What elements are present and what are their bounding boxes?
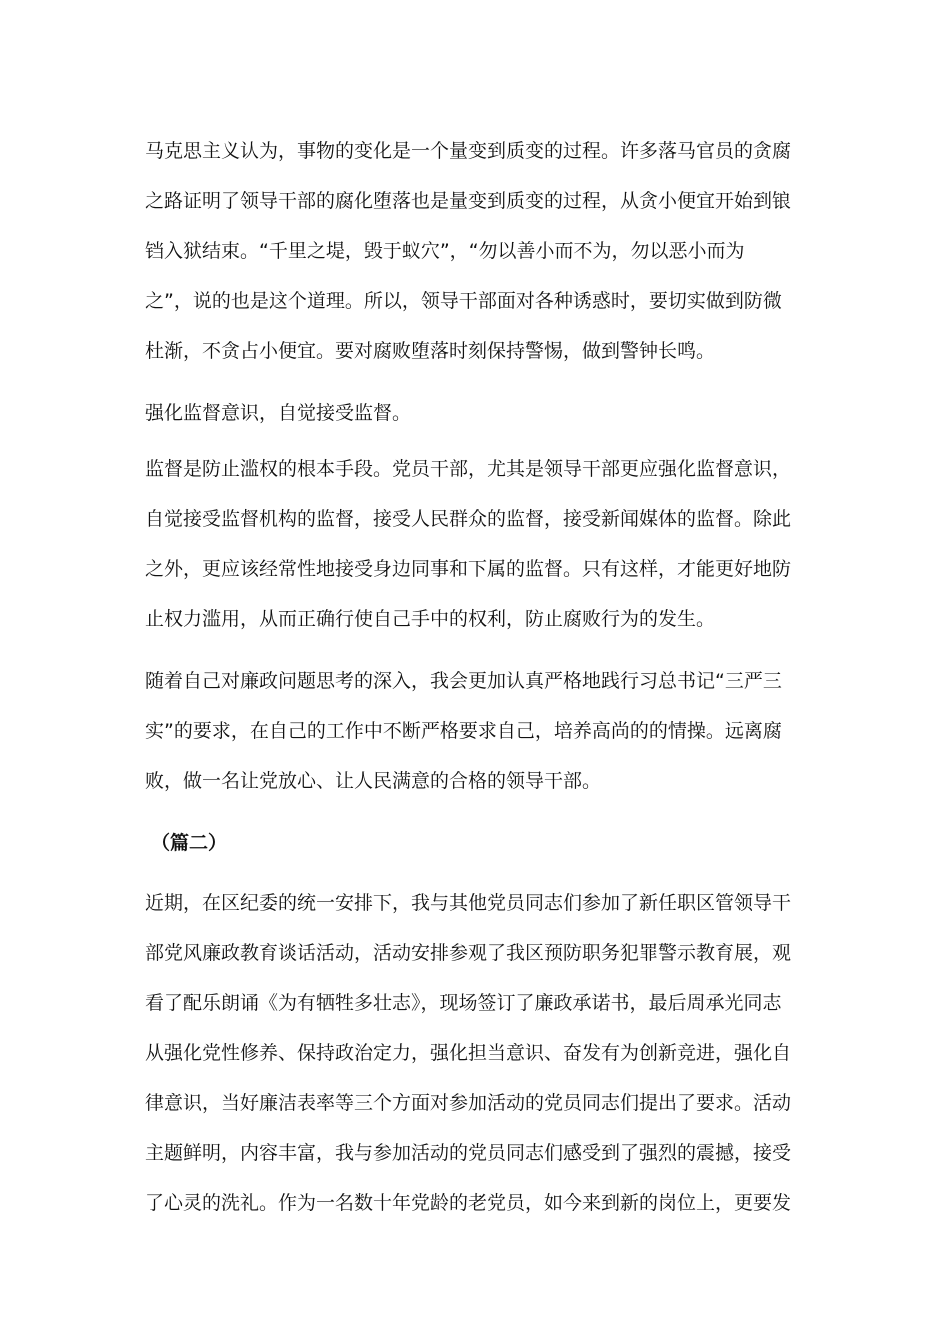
text-line: 看了配乐朗诵《为有牺牲多壮志》，现场签订了廉政承诺书，最后周承光同志 bbox=[145, 992, 782, 1014]
paragraph-quantitative-change bbox=[145, 126, 797, 376]
text-line: 之”，说的也是这个道理。所以，领导干部面对各种诱惑时，要切实做到防微 bbox=[145, 290, 782, 312]
text-line: 了心灵的洗礼。作为一名数十年党龄的老党员，如今来到新的岗位上，更要发 bbox=[145, 1192, 792, 1214]
paragraph-supervision bbox=[145, 444, 797, 644]
text-line: 从强化党性修养、保持政治定力，强化担当意识、奋发有为创新竞进，强化自 bbox=[145, 1042, 792, 1064]
paragraph-supervision-heading bbox=[145, 388, 797, 438]
text-line: 之外，更应该经常性地接受身边同事和下属的监督。只有这样，才能更好地防 bbox=[145, 558, 792, 580]
text-line: 杜渐，不贪占小便宜。要对腐败堕落时刻保持警惕，做到警钟长鸣。 bbox=[145, 340, 716, 362]
text-line: 部党风廉政教育谈话活动，活动安排参观了我区预防职务犯罪警示教育展，观 bbox=[145, 942, 792, 964]
text-line: 铛入狱结束。“千里之堤，毁于蚁穴”，“勿以善小而不为，勿以恶小而为 bbox=[145, 240, 745, 262]
text-line: 近期，在区纪委的统一安排下，我与其他党员同志们参加了新任职区管领导干 bbox=[145, 892, 792, 914]
text-line: 之路证明了领导干部的腐化堕落也是量变到质变的过程，从贪小便宜开始到锒 bbox=[145, 190, 792, 212]
text-line: 止权力滥用，从而正确行使自己手中的权利，防止腐败行为的发生。 bbox=[145, 608, 716, 630]
text-line: 主题鲜明，内容丰富，我与参加活动的党员同志们感受到了强烈的震撼，接受 bbox=[145, 1142, 792, 1164]
text-line: 败，做一名让党放心、让人民满意的合格的领导干部。 bbox=[145, 770, 602, 792]
paragraph-section-two bbox=[145, 878, 797, 1228]
document-body bbox=[145, 126, 797, 1240]
text-line: 随着自己对廉政问题思考的深入，我会更加认真严格地践行习总书记“三严三 bbox=[145, 670, 782, 692]
text-line: 强化监督意识，自觉接受监督。 bbox=[145, 402, 412, 424]
text-line: 自觉接受监督机构的监督，接受人民群众的监督，接受新闻媒体的监督。除此 bbox=[145, 508, 792, 530]
text-line: 马克思主义认为，事物的变化是一个量变到质变的过程。许多落马官员的贪腐 bbox=[145, 140, 792, 162]
text-line: 实”的要求，在自己的工作中不断严格要求自己，培养高尚的的情操。远离腐 bbox=[145, 720, 782, 742]
paragraph-conclusion bbox=[145, 656, 797, 806]
section-title: （篇二） bbox=[151, 832, 228, 854]
text-line: 律意识，当好廉洁表率等三个方面对参加活动的党员同志们提出了要求。活动 bbox=[145, 1092, 792, 1114]
text-line: 监督是防止滥权的根本手段。党员干部，尤其是领导干部更应强化监督意识， bbox=[145, 458, 792, 480]
